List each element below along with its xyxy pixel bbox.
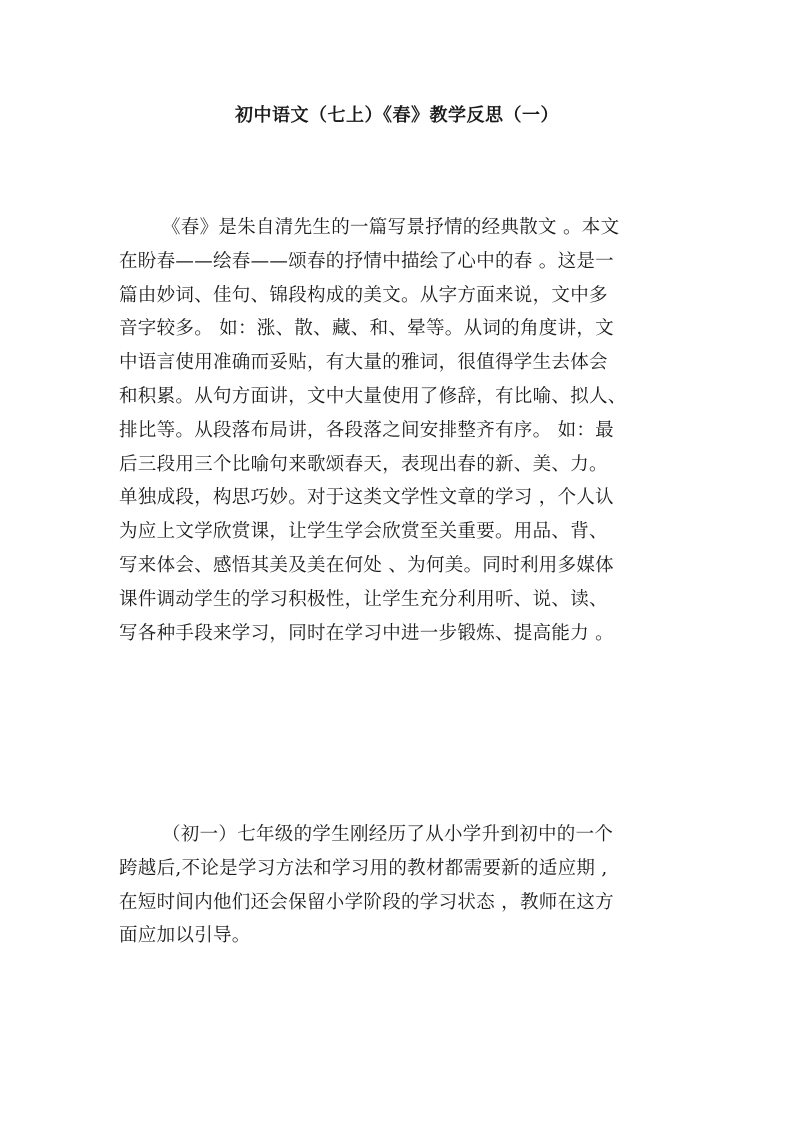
paragraph-line: 篇由妙词、佳句、锦段构成的美文。从字方面来说，文中多 (119, 284, 608, 306)
document-title: 初中语文（七上）《春》教学反思（一） (235, 105, 559, 126)
paragraph-line: 跨越后,不论是学习方法和学习用的教材都需要新的适应期 , (119, 857, 608, 879)
paragraph-line: 音字较多。 如：涨、散、藏、和、晕等。从词的角度讲，文 (119, 318, 614, 340)
paragraph-line: 为应上文学欣赏课，让学生学会欣赏至关重要。用品、背、 (119, 521, 608, 543)
body-paragraph-2 (119, 818, 679, 953)
paragraph-line: 单独成段，构思巧妙。对于这类文学性文章的学习 ，个人认 (119, 487, 614, 509)
paragraph-line: （初一）七年级的学生刚经历了从小学升到初中的一个 (162, 824, 614, 845)
paragraph-line: 排比等。从段落布局讲，各段落之间安排整齐有序。 如：最 (119, 419, 614, 441)
paragraph-line: 《春》是朱自清先生的一篇写景抒情的经典散文 。本文 (162, 217, 620, 238)
paragraph-line: 面应加以引导。 (119, 925, 251, 947)
paragraph-line: 在盼春——绘春——颂春的抒情中描绘了心中的春 。这是一 (119, 250, 614, 272)
paragraph-line: 课件调动学生的学习积极性，让学生充分利用听、说、读、 (119, 588, 608, 610)
paragraph-line: 和积累。从句方面讲，文中大量使用了修辞，有比喻、拟人、 (119, 385, 627, 407)
paragraph-line: 中语言使用准确而妥贴，有大量的雅词，很值得学生去体会 (119, 352, 608, 374)
paragraph-line: 后三段用三个比喻句来歌颂春天，表现出春的新、美、力。 (119, 453, 608, 475)
paragraph-line: 在短时间内他们还会保留小学阶段的学习状态 ，教师在这方 (119, 891, 614, 913)
paragraph-line: 写来体会、感悟其美及美在何处 、为何美。同时利用多媒体 (119, 554, 614, 576)
paragraph-line: 写各种手段来学习，同时在学习中进一步锻炼、提高能力 。 (119, 622, 614, 644)
body-paragraph-1 (119, 211, 679, 650)
